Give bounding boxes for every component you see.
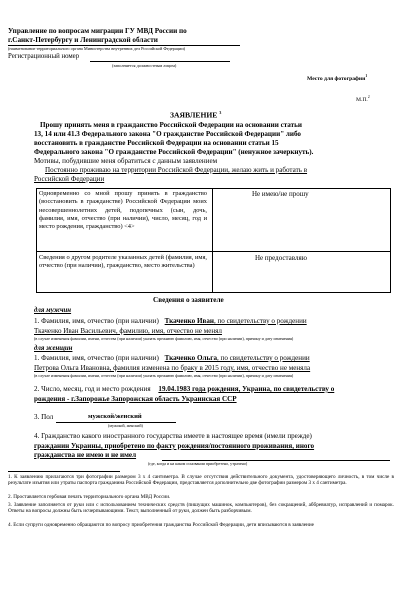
footnote-2: 2. Проставляется гербовая печать территориального органа МВД России. xyxy=(8,494,171,500)
item1-women-line2[interactable]: Петрова Ольга Ивановна, фамилия изменена по браку в 2015 году, имя, отчество не меняла xyxy=(34,364,311,372)
item4-line3[interactable]: гражданства не имею и не имел xyxy=(34,451,137,459)
item1-women-line1: 1. Фамилия, имя, отчество (при наличии) Ткаченко Ольга, по свидетельству о рождении xyxy=(34,354,310,362)
item2-value: 19.04.1983 года рождения, Украина, по свидетельству о xyxy=(158,385,335,393)
form-title: ЗАЯВЛЕНИЕ $^3$ xyxy=(170,110,222,120)
item1-women-value: Ткаченко Ольга xyxy=(164,354,217,362)
men-label: для мужчин xyxy=(34,307,72,314)
table-column-divider xyxy=(212,188,213,292)
item1-men-value: Ткаченко Иван xyxy=(164,317,214,325)
motives-text-line2: Российской Федерации xyxy=(34,175,105,183)
reg-number-field[interactable] xyxy=(90,61,230,62)
mp-label: М.П.$^2$ xyxy=(356,95,370,103)
footnote-separator xyxy=(8,471,120,472)
item4-caption: (где, когда и на каком основании приобретено, утрачено) xyxy=(148,461,248,466)
footnote-3: 3. Заявление заполняется от руки или с использованием технических средств (пишущих машинок, компьютеров), без сокращений, аббревиатур, исправлений и помарок. Ответы на вопросы должны быть исчерпывающими. Текст, выполненный от руки, должен быть разборчивым. xyxy=(8,502,394,515)
motives-label: Мотивы, побудившие меня обратиться с данным заявлением xyxy=(34,157,218,165)
item4-line2[interactable]: гражданин Украины, приобретено по факту рождения/постоянного проживания, иного xyxy=(34,442,315,450)
item1-men-line2[interactable]: Ткаченко Иван Васильевич, фамилию, имя, отчество не менял xyxy=(34,327,222,335)
intro-line-1: Прошу принять меня в гражданство Российской Федерации на основании статьи xyxy=(40,121,302,129)
footnote-1: 1. К заявлению прилагаются три фотографии размером 3 x 4 сантиметра. В случае отсутствия действительного документа, удостоверяющего личность, в том числе в результате изъятия или утраты паспорта гражданина Российской Федерации, представляется дополнительно две фотографии размером 3 x 4 сантиметра. xyxy=(8,474,394,487)
intro-line-4: Федерального закона "О гражданстве Российской Федерации" (ненужное зачеркнуть). xyxy=(34,148,314,156)
item4-line1: 4. Гражданство какого иностранного государства имеете в настоящее время (имели прежде) xyxy=(34,432,312,440)
org-name-line2: г.Санкт-Петербургу и Ленинградской области xyxy=(8,36,158,44)
table-row-divider xyxy=(36,251,390,252)
item3-label: 3. Пол xyxy=(34,413,54,421)
item2-line2[interactable]: рождения - г.Запорожье Запорожская область Украинская ССР xyxy=(34,395,237,403)
reg-number-label: Регистрационный номер xyxy=(8,53,80,60)
item1-men-caption: (в случае изменения фамилии, имени, отчества (при наличии) указать прежнюю фамилию, имя, отчество (при наличии), причину и дату изменения) xyxy=(34,336,294,341)
item3-caption: (мужской, женский) xyxy=(108,423,143,428)
item2-line1: 2. Число, месяц, год и место рождения 19.04.1983 года рождения, Украина, по свидетельству о xyxy=(34,385,335,393)
reg-caption: (заполняется должностным лицом) xyxy=(112,63,177,68)
photo-place-label: Место для фотографии$^1$ xyxy=(307,74,368,82)
table-row2-left: Сведения о другом родителе указанных детей (фамилия, имя, отчество (при наличии), гражданство, место жительства) xyxy=(39,254,207,270)
org-name-line1: Управление по вопросам миграции ГУ МВД России по xyxy=(8,27,187,35)
item3-value[interactable]: мужской/женский xyxy=(88,413,142,420)
table-row1-right[interactable]: Не имею/не прошу xyxy=(252,190,309,198)
org-caption: (наименование территориального органа Министерства внутренних дел Российской Федерации) xyxy=(8,46,186,51)
intro-line-2: 13, 14 или 41.3 Федерального закона "О гражданстве Российской Федерации" либо xyxy=(34,130,301,138)
women-label: для женщин xyxy=(34,345,73,352)
table-row1-left: Одновременно со мной прошу принять в гражданство (восстановить в гражданстве) Российской Федерации моих несовершеннолетних детей, подопечных (сын, дочь, фамилия, имя, отчество (при наличии), число, месяц, год и место рождения, гражданство) <4> xyxy=(39,190,207,231)
intro-line-3: восстановить в гражданстве Российской Федерации на основании статьи 15 xyxy=(34,139,279,147)
item1-men-line1: 1. Фамилия, имя, отчество (при наличии) Ткаченко Иван, по свидетельству о рождении xyxy=(34,317,307,325)
table-row2-right[interactable]: Не предоставляю xyxy=(255,254,307,262)
item1-women-caption: (в случае изменения фамилии, имени, отчества (при наличии) указать прежнюю фамилию, имя, отчество (при наличии), причину и дату изменения) xyxy=(34,373,294,378)
motives-text-line1: Постоянно проживаю на территории Российской Федерации, желаю жить и работать в xyxy=(45,166,308,174)
footnote-4: 4. Если супруги одновременно обращаются по вопросу приобретения гражданства Российской Федерации, дети вписываются в заявление xyxy=(8,522,314,528)
applicant-section-title: Сведения о заявителе xyxy=(153,296,224,304)
